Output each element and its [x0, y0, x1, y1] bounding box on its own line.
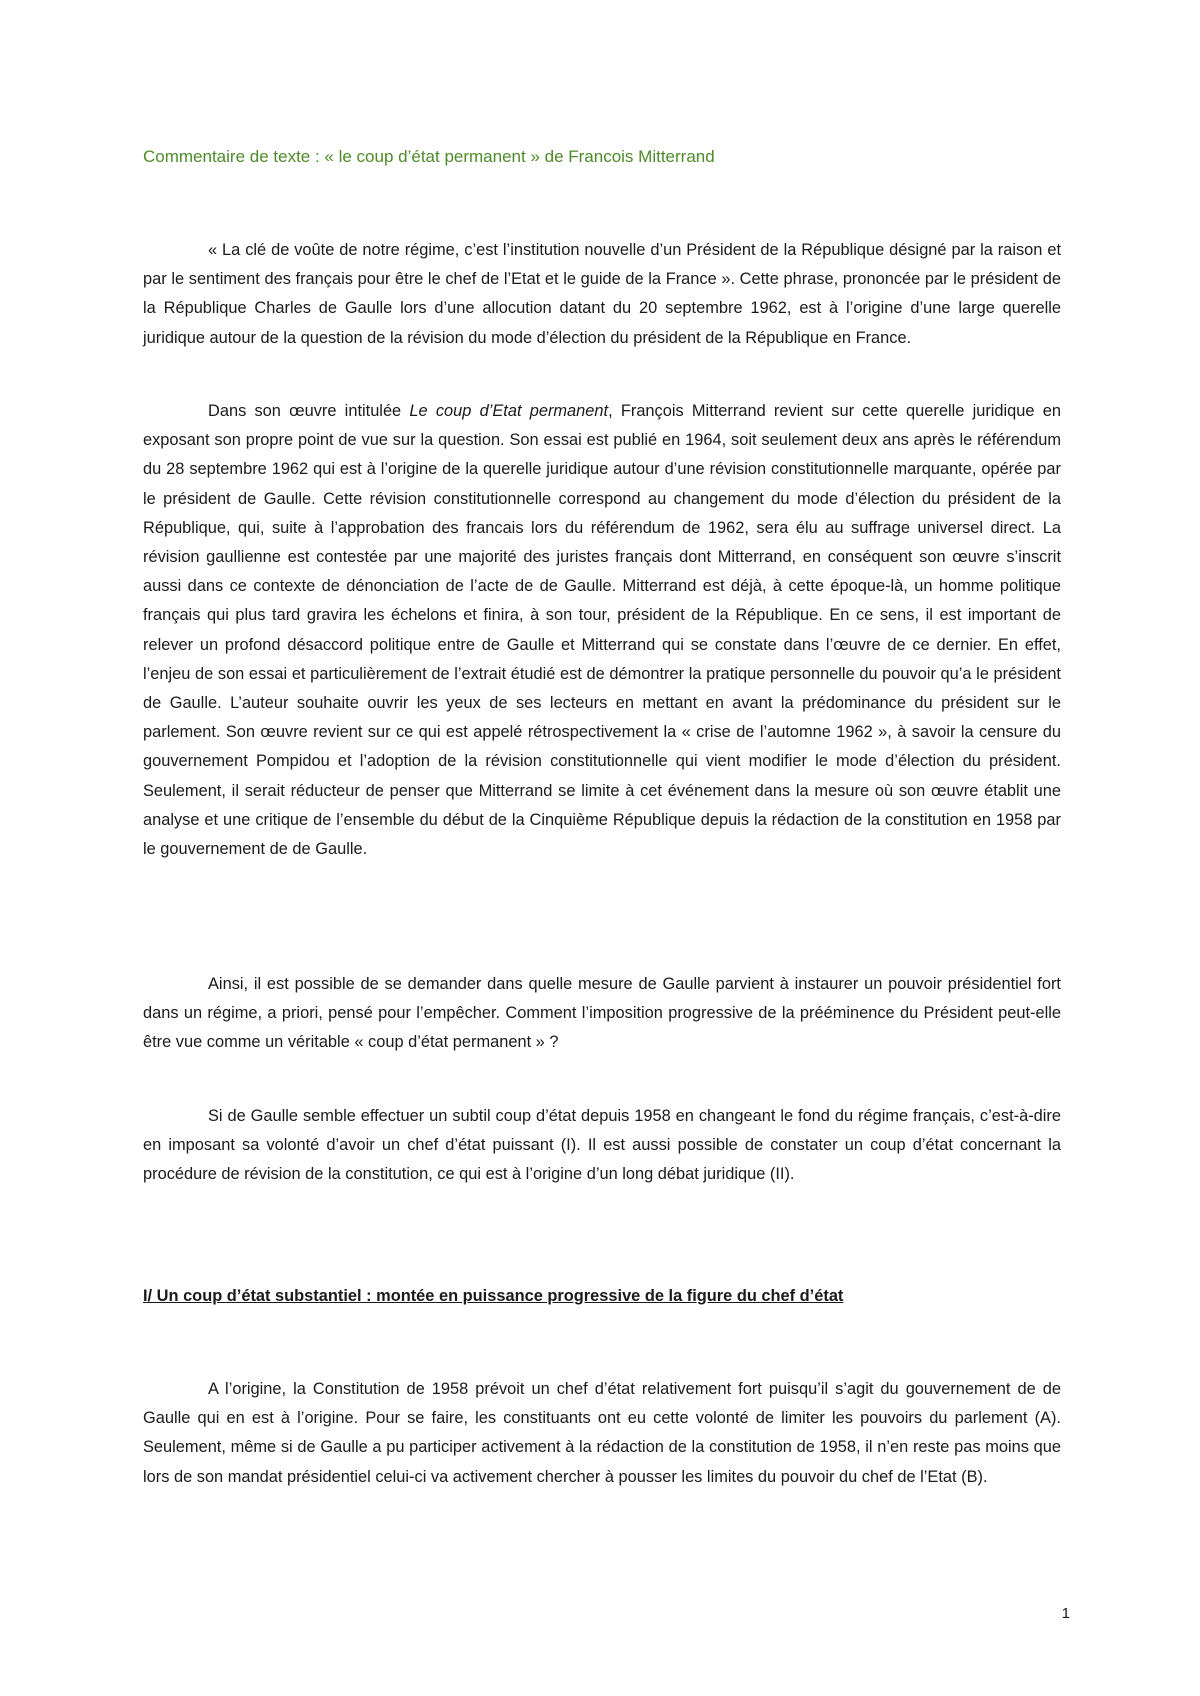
- paragraph-part-one-intro: A l’origine, la Constitution de 1958 prévoit un chef d’état relativement fort puisqu’il s’agit du gouvernement de de Gaulle qui en est à l’origine. Pour se faire, les constituants ont eu cette volonté de limiter les pouvoirs du parlement (A). Seulement, même si de Gaulle a pu participer activement à la rédaction de la constitution de 1958, il n’en reste pas moins que lors de son mandat présidentiel celui-ci va activement chercher à pousser les limites du pouvoir du chef de l’Etat (B).: [143, 1380, 1061, 1486]
- paragraph-problematic: Ainsi, il est possible de se demander dans quelle mesure de Gaulle parvient à instaurer un pouvoir présidentiel fort dans un régime, a priori, pensé pour l’empêcher. Comment l’imposition progressive de la prééminence du Président peut-elle être vue comme un véritable « coup d’état permanent » ?: [143, 975, 1061, 1052]
- book-title-italic: Le coup d’Etat permanent: [409, 402, 609, 420]
- document-title: Commentaire de texte : « le coup d’état permanent » de Francois Mitterrand: [143, 147, 715, 166]
- paragraph-plan-announcement: Si de Gaulle semble effectuer un subtil coup d’état depuis 1958 en changeant le fond du régime français, c’est-à-dire en imposant sa volonté d’avoir un chef d’état puissant (I). Il est aussi possible de constater un coup d’état concernant la procédure de révision de la constitution, ce qui est à l’origine d’un long débat juridique (II).: [143, 1107, 1061, 1184]
- paragraph-context: [143, 397, 1061, 864]
- paragraph-context-after: , François Mitterrand revient sur cette querelle juridique en exposant son propre point de vue sur la question. Son essai est publié en 1964, soit seulement deux ans après le référendum du 28 septembre 1962 qui est à l’origine de la querelle juridique autour d’une révision constitutionnelle marquante, opérée par le président de Gaulle. Cette révision constitutionnelle correspond au changement du mode d’élection du président de la République, qui, suite à l’approbation des francais lors du référendum de 1962, sera élu au suffrage universel direct. La révision gaullienne est contestée par une majorité des juristes français dont Mitterrand, en conséquent son œuvre s’inscrit aussi dans ce contexte de dénonciation de l’acte de de Gaulle. Mitterrand est déjà, à cette époque-là, un homme politique français qui plus tard gravira les échelons et finira, à son tour, président de la République. En ce sens, il est important de relever un profond désaccord politique entre de Gaulle et Mitterrand qui se constate dans l’œuvre de ce dernier. En effet, l’enjeu de son essai et particulièrement de l’extrait étudié est de démontrer la pratique personnelle du pouvoir qu’a le président de Gaulle. L’auteur souhaite ouvrir les yeux de ses lecteurs en mettant en avant la prédominance du président sur le parlement. Son œuvre revient sur ce qui est appelé rétrospectivement la « crise de l’automne 1962 », à savoir la censure du gouvernement Pompidou et l’adoption de la révision constitutionnelle qui vient modifier le mode d’élection du président. Seulement, il serait réducteur de penser que Mitterrand se limite à cet événement dans la mesure où son œuvre établit une analyse et une critique de l’ensemble du début de la Cinquième République depuis la rédaction de la constitution en 1958 par le gouvernement de de Gaulle.: [143, 402, 1061, 859]
- section-heading-part-one: I/ Un coup d’état substantiel : montée en puissance progressive de la figure du chef d’état: [143, 1287, 844, 1305]
- page-number: 1: [1061, 1605, 1070, 1622]
- paragraph-context-before: Dans son œuvre intitulée: [208, 402, 410, 420]
- paragraph-intro-quote: « La clé de voûte de notre régime, c’est l’institution nouvelle d’un Président de la République désigné par la raison et par le sentiment des français pour être le chef de l’Etat et le guide de la France ». Cette phrase, prononcée par le président de la République Charles de Gaulle lors d’une allocution datant du 20 septembre 1962, est à l’origine d’une large querelle juridique autour de la question de la révision du mode d’élection du président de la République en France.: [143, 241, 1061, 347]
